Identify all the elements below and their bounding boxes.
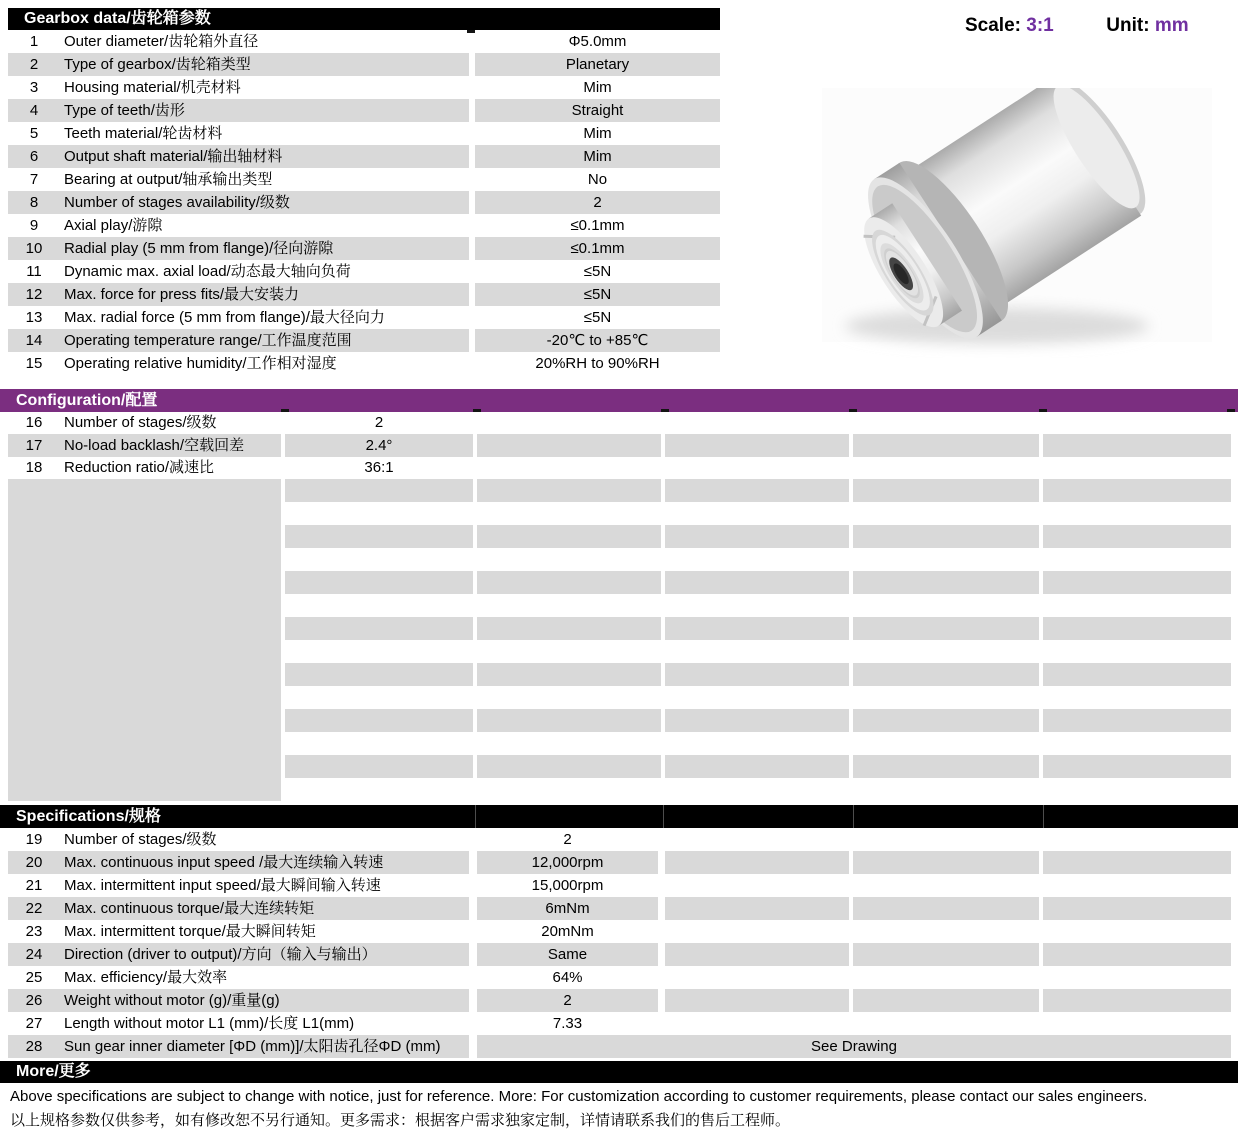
row-value: Mim — [583, 125, 612, 142]
row-value: 12,000rpm — [531, 854, 604, 871]
column-divider-line — [475, 805, 476, 828]
row-number: 15 — [25, 355, 43, 372]
column-divider-tick — [1039, 409, 1047, 412]
unit-value: mm — [1154, 15, 1189, 36]
unit-label: Unit: — [1106, 15, 1150, 36]
empty-grid-cell — [1043, 434, 1231, 457]
empty-grid-cell — [853, 663, 1039, 686]
row-value: Mim — [583, 148, 612, 165]
row-label: Type of gearbox/齿轮箱类型 — [64, 56, 251, 73]
empty-grid-cell — [1043, 851, 1231, 874]
row-label: Teeth material/轮齿材料 — [64, 125, 223, 142]
row-number: 7 — [29, 171, 39, 188]
row-label: Housing material/机壳材料 — [64, 79, 241, 96]
empty-grid-cell — [665, 897, 849, 920]
row-number: 5 — [29, 125, 39, 142]
row-value: 20%RH to 90%RH — [535, 355, 660, 372]
row-number: 21 — [25, 877, 43, 894]
empty-grid-cell — [853, 755, 1039, 778]
footer-note-english: Above specifications are subject to change with notice, just for reference. More: For customization according to customer requirements, please contact our sales engineers. — [10, 1088, 1148, 1105]
row-number: 27 — [25, 1015, 43, 1032]
row-label: Axial play/游隙 — [64, 217, 163, 234]
row-number: 11 — [26, 263, 42, 280]
row-value: See Drawing — [811, 1038, 897, 1055]
empty-grid-cell — [477, 479, 661, 502]
empty-grid-cell — [665, 709, 849, 732]
empty-grid-cell — [1043, 617, 1231, 640]
row-label: Max. efficiency/最大效率 — [64, 969, 228, 986]
row-number: 23 — [25, 923, 43, 940]
row-label: Number of stages availability/级数 — [64, 194, 290, 211]
empty-grid-cell — [853, 709, 1039, 732]
row-label: Type of teeth/齿形 — [64, 102, 185, 119]
row-value: 2 — [374, 414, 384, 431]
empty-grid-cell — [853, 617, 1039, 640]
row-value: 2.4° — [365, 437, 393, 454]
row-label: Operating relative humidity/工作相对湿度 — [64, 355, 337, 372]
empty-grid-cell — [285, 663, 473, 686]
scale-unit-block — [965, 15, 1189, 37]
empty-grid-cell — [285, 479, 473, 502]
scale-label: Scale: — [965, 15, 1021, 36]
section-title-gearbox: Gearbox data/齿轮箱参数 — [24, 10, 211, 27]
row-number: 1 — [29, 33, 39, 50]
empty-grid-cell — [477, 617, 661, 640]
footer-note-chinese: 以上规格参数仅供参考，如有修改恕不另行通知。更多需求：根据客户需求独家定制，详情请联系我们的售后工程师。 — [10, 1112, 791, 1129]
column-divider-tick — [1227, 409, 1235, 412]
section-header-configuration — [0, 389, 1238, 412]
column-divider-tick — [467, 30, 475, 33]
row-number: 14 — [25, 332, 43, 349]
empty-grid-cell — [1043, 943, 1231, 966]
empty-grid-cell — [285, 525, 473, 548]
row-label: Max. radial force (5 mm from flange)/最大径向力 — [64, 309, 385, 326]
empty-grid-cell — [285, 709, 473, 732]
row-number: 3 — [29, 79, 39, 96]
section-title-configuration: Configuration/配置 — [16, 392, 158, 409]
empty-grid-cell — [665, 943, 849, 966]
row-value: Straight — [571, 102, 624, 119]
empty-grid-cell — [477, 525, 661, 548]
empty-grid-cell — [285, 755, 473, 778]
row-number: 22 — [25, 900, 43, 917]
empty-grid-cell — [1043, 479, 1231, 502]
row-label: Operating temperature range/工作温度范围 — [64, 332, 352, 349]
row-label: Max. continuous torque/最大连续转矩 — [64, 900, 315, 917]
empty-grid-cell — [477, 755, 661, 778]
row-label: Reduction ratio/减速比 — [64, 459, 215, 476]
row-number: 2 — [29, 56, 39, 73]
empty-label-block — [8, 479, 281, 801]
empty-grid-cell — [1043, 989, 1231, 1012]
empty-grid-cell — [1043, 663, 1231, 686]
empty-grid-cell — [477, 571, 661, 594]
row-value: Mim — [583, 79, 612, 96]
row-label: Length without motor L1 (mm)/长度 L1(mm) — [64, 1015, 355, 1032]
row-number: 19 — [25, 831, 43, 848]
row-value: Same — [547, 946, 588, 963]
row-label: Dynamic max. axial load/动态最大轴向负荷 — [64, 263, 351, 280]
row-number: 12 — [25, 286, 43, 303]
empty-grid-cell — [853, 571, 1039, 594]
row-label: Radial play (5 mm from flange)/径向游隙 — [64, 240, 334, 257]
empty-grid-cell — [1043, 525, 1231, 548]
row-value: ≤5N — [583, 286, 612, 303]
row-number: 25 — [25, 969, 43, 986]
row-number: 4 — [29, 102, 39, 119]
empty-grid-cell — [665, 571, 849, 594]
row-label: Number of stages/级数 — [64, 831, 217, 848]
row-label: No-load backlash/空载回差 — [64, 437, 245, 454]
row-value: Φ5.0mm — [568, 33, 627, 50]
column-divider-tick — [849, 409, 857, 412]
empty-grid-cell — [1043, 571, 1231, 594]
row-value: 2 — [563, 992, 572, 1009]
row-value: 7.33 — [552, 1015, 583, 1032]
row-value: No — [587, 171, 608, 188]
row-value: Planetary — [565, 56, 630, 73]
row-number: 28 — [25, 1038, 43, 1055]
row-value: 2 — [593, 194, 602, 211]
row-number: 20 — [25, 854, 43, 871]
column-divider-tick — [473, 409, 481, 412]
row-number: 6 — [29, 148, 39, 165]
row-label: Max. intermittent torque/最大瞬间转矩 — [64, 923, 316, 940]
empty-grid-cell — [1043, 709, 1231, 732]
empty-grid-cell — [853, 851, 1039, 874]
empty-grid-cell — [477, 434, 661, 457]
empty-grid-cell — [853, 989, 1039, 1012]
row-label: Outer diameter/齿轮箱外直径 — [64, 33, 259, 50]
row-number: 18 — [25, 459, 43, 476]
row-value: 2 — [563, 831, 572, 848]
section-header-gearbox-data — [8, 8, 720, 30]
row-number: 8 — [29, 194, 39, 211]
row-label: Weight without motor (g)/重量(g) — [64, 992, 280, 1009]
column-divider-tick — [661, 409, 669, 412]
row-number: 13 — [25, 309, 43, 326]
gearbox-product-image — [822, 88, 1212, 358]
empty-grid-cell — [853, 479, 1039, 502]
column-divider-line — [853, 805, 854, 828]
row-number: 24 — [25, 946, 43, 963]
row-label: Bearing at output/轴承输出类型 — [64, 171, 273, 188]
empty-grid-cell — [665, 755, 849, 778]
section-header-more — [0, 1061, 1238, 1083]
row-label: Sun gear inner diameter [ΦD (mm)]/太阳齿孔径ΦD (mm) — [64, 1038, 441, 1055]
row-value: 64% — [552, 969, 583, 986]
row-number: 9 — [29, 217, 39, 234]
row-value: ≤5N — [583, 263, 612, 280]
row-value: ≤0.1mm — [570, 240, 625, 257]
empty-grid-cell — [853, 525, 1039, 548]
empty-grid-cell — [1043, 897, 1231, 920]
empty-grid-cell — [665, 851, 849, 874]
empty-grid-cell — [477, 709, 661, 732]
empty-grid-cell — [477, 663, 661, 686]
empty-grid-cell — [665, 663, 849, 686]
row-label: Max. intermittent input speed/最大瞬间输入转速 — [64, 877, 381, 894]
row-number: 10 — [25, 240, 43, 257]
scale-value: 3:1 — [1026, 15, 1054, 36]
empty-grid-cell — [665, 479, 849, 502]
empty-grid-cell — [665, 525, 849, 548]
column-divider-line — [663, 805, 664, 828]
empty-grid-cell — [285, 617, 473, 640]
row-value: ≤5N — [583, 309, 612, 326]
section-title-more: More/更多 — [16, 1063, 91, 1080]
empty-grid-cell — [853, 897, 1039, 920]
row-value: -20℃ to +85℃ — [546, 332, 649, 349]
row-value: 20mNm — [541, 923, 594, 940]
row-number: 16 — [25, 414, 43, 431]
empty-grid-cell — [665, 617, 849, 640]
empty-grid-cell — [853, 943, 1039, 966]
row-number: 17 — [25, 437, 43, 454]
row-label: Output shaft material/输出轴材料 — [64, 148, 283, 165]
empty-grid-cell — [665, 434, 849, 457]
empty-grid-cell — [665, 989, 849, 1012]
empty-grid-cell — [285, 571, 473, 594]
row-value: 15,000rpm — [531, 877, 604, 894]
section-title-specifications: Specifications/规格 — [16, 808, 161, 825]
row-value: ≤0.1mm — [570, 217, 625, 234]
empty-grid-cell — [853, 434, 1039, 457]
row-number: 26 — [25, 992, 43, 1009]
row-label: Max. force for press fits/最大安装力 — [64, 286, 300, 303]
section-header-specifications — [0, 805, 1238, 828]
column-divider-line — [1043, 805, 1044, 828]
column-divider-tick — [281, 409, 289, 412]
row-value: 36:1 — [364, 459, 394, 476]
row-label: Max. continuous input speed /最大连续输入转速 — [64, 854, 384, 871]
row-label: Direction (driver to output)/方向（输入与输出） — [64, 946, 377, 963]
row-label: Number of stages/级数 — [64, 414, 217, 431]
empty-grid-cell — [1043, 755, 1231, 778]
row-value: 6mNm — [545, 900, 590, 917]
